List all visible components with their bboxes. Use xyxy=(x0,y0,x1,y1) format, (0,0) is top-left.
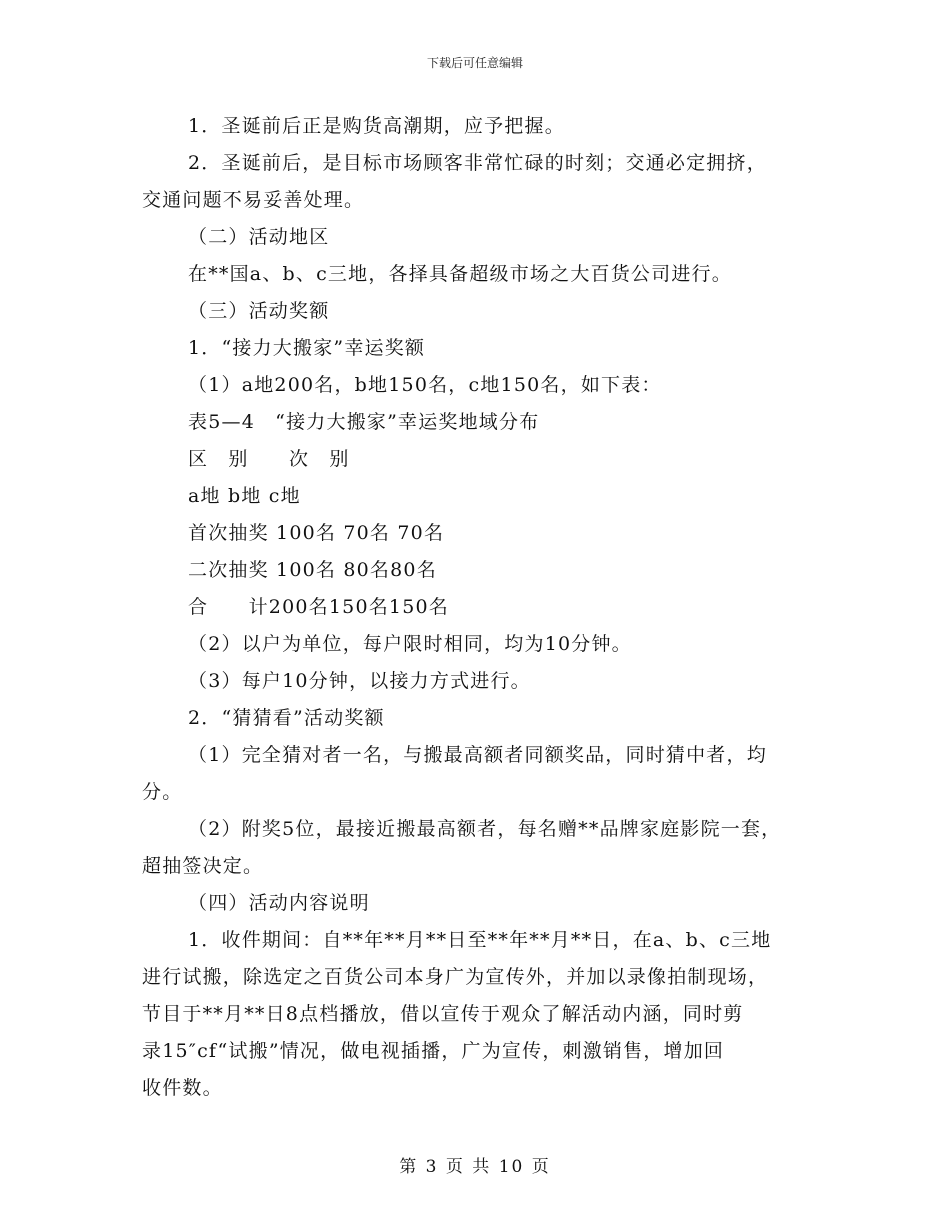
document-body xyxy=(142,108,812,1107)
table-header-line: 区 别 次 别 xyxy=(188,448,350,470)
paragraph-line: 超抽签决定。 xyxy=(142,855,264,877)
table-caption: 表5—4 “接力大搬家”幸运奖地域分布 xyxy=(188,411,540,433)
section-heading: （三）活动奖额 xyxy=(188,300,330,322)
paragraph-line: 1．收件期间：自**年**月**日至**年**月**日，在a、b、c三地 xyxy=(188,929,772,951)
paragraph-line: 收件数。 xyxy=(142,1077,223,1099)
paragraph-line: （2）以户为单位，每户限时相同，均为10分钟。 xyxy=(188,633,632,655)
table-row-line: 合 计200名150名150名 xyxy=(188,596,449,618)
table-row-line: 二次抽奖 100名 80名80名 xyxy=(188,559,437,581)
table-header-line: a地 b地 c地 xyxy=(188,485,301,507)
paragraph-line: 2．圣诞前后，是目标市场顾客非常忙碌的时刻；交通必定拥挤， xyxy=(188,152,767,174)
paragraph-line: 交通问题不易妥善处理。 xyxy=(142,189,365,211)
page-footer: 第 3 页 共 10 页 xyxy=(399,1157,551,1177)
paragraph-line: 进行试搬，除选定之百货公司本身广为宣传外，并加以录像拍制现场， xyxy=(142,966,769,988)
paragraph-line: 录15″cf“试搬”情况，做电视插播，广为宣传，刺激销售，增加回 xyxy=(142,1040,725,1062)
section-heading: （二）活动地区 xyxy=(188,226,330,248)
page-header: 下载后可任意编辑 xyxy=(426,56,523,70)
paragraph-line: 分。 xyxy=(142,781,183,803)
section-heading: （四）活动内容说明 xyxy=(188,892,370,914)
paragraph-line: 在**国a、b、c三地，各择具备超级市场之大百货公司进行。 xyxy=(188,263,732,285)
paragraph-line: （1）a地200名，b地150名，c地150名，如下表： xyxy=(188,374,662,396)
subsection-heading: 2．“猜猜看”活动奖额 xyxy=(188,707,385,729)
table-row-line: 首次抽奖 100名 70名 70名 xyxy=(188,522,445,544)
paragraph-line: （2）附奖5位，最接近搬最高额者，每名赠**品牌家庭影院一套， xyxy=(188,818,782,840)
subsection-heading: 1．“接力大搬家”幸运奖额 xyxy=(188,337,426,359)
paragraph-line: （1）完全猜对者一名，与搬最高额者同额奖品，同时猜中者，均 xyxy=(188,744,767,766)
paragraph-line: 1．圣诞前后正是购货高潮期，应予把握。 xyxy=(188,115,565,137)
paragraph-line: 节目于**月**日8点档播放，借以宣传于观众了解活动内涵，同时剪 xyxy=(142,1003,744,1025)
paragraph-line: （3）每户10分钟，以接力方式进行。 xyxy=(188,670,531,692)
